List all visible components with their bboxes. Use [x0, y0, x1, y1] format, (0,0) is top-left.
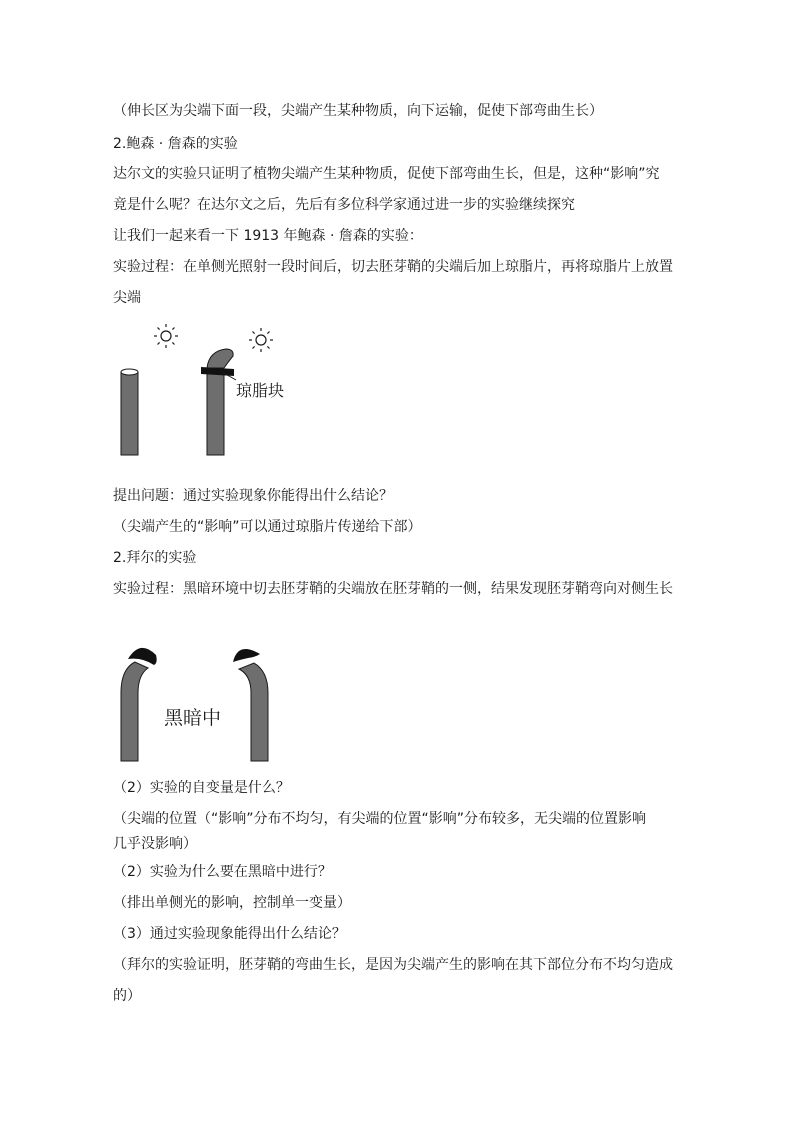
- section-heading-boysen-jensen: 2.鲍森 · 詹森的实验: [113, 136, 238, 152]
- text-line-6: 实验过程：在单侧光照射一段时间后，切去胚芽鞘的尖端后加上琼脂片，再将琼脂片上放置: [113, 259, 673, 275]
- text-line-7: 尖端: [113, 290, 141, 306]
- answer-line-16: （排出单侧光的影响，控制单一变量）: [113, 895, 351, 911]
- text-line-1: （伸长区为尖端下面一段，尖端产生某种物质，向下运输，促使下部弯曲生长）: [113, 103, 603, 119]
- question-line-12: （2）实验的自变量是什么？: [113, 780, 290, 796]
- question-line-15: （2）实验为什么要在黑暗中进行？: [113, 864, 332, 880]
- coleoptile-tip-left: [128, 648, 157, 665]
- text-line-3: 达尔文的实验只证明了植物尖端产生某种物质，促使下部弯曲生长，但是，这种“影响”究: [113, 166, 660, 182]
- sun-icon: [154, 324, 178, 348]
- text-line-11: 实验过程：黑暗环境中切去胚芽鞘的尖端放在胚芽鞘的一侧，结果发现胚芽鞘弯向对侧生长: [113, 581, 673, 597]
- coleoptile-left: [121, 648, 157, 761]
- answer-line-19: 的）: [113, 988, 141, 1004]
- text-line-8: 提出问题：通过实验现象你能得出什么结论？: [113, 488, 393, 504]
- question-line-17: （3）通过实验现象能得出什么结论？: [113, 926, 346, 942]
- coleoptile-decapitated: [121, 369, 138, 455]
- answer-line-13: （尖端的位置（“影响”分布不均匀，有尖端的位置“影响”分布较多，无尖端的位置影响: [113, 811, 647, 827]
- coleoptile-with-agar: [201, 349, 236, 455]
- dark-label: 黑暗中: [164, 707, 222, 729]
- agar-block: [201, 367, 234, 376]
- text-line-9: （尖端产生的“影响”可以通过琼脂片传递给下部）: [113, 519, 422, 535]
- boysen-jensen-figure: [110, 318, 310, 463]
- text-line-5: 让我们一起来看一下 1913 年鲍森 · 詹森的实验：: [113, 228, 423, 244]
- coleoptile-right: [233, 649, 268, 761]
- section-heading-paal: 2.拜尔的实验: [113, 550, 197, 566]
- agar-label: 琼脂块: [236, 381, 285, 400]
- text-line-4: 竟是什么呢？在达尔文之后，先后有多位科学家通过进一步的实验继续探究: [113, 197, 575, 213]
- coleoptile-tip-right: [233, 649, 260, 662]
- sun-icon: [249, 328, 273, 352]
- paal-figure: [110, 635, 280, 765]
- answer-line-14: 几乎没影响）: [113, 836, 197, 852]
- answer-line-18: （拜尔的实验证明，胚芽鞘的弯曲生长，是因为尖端产生的影响在其下部位分布不均匀造成: [113, 957, 673, 973]
